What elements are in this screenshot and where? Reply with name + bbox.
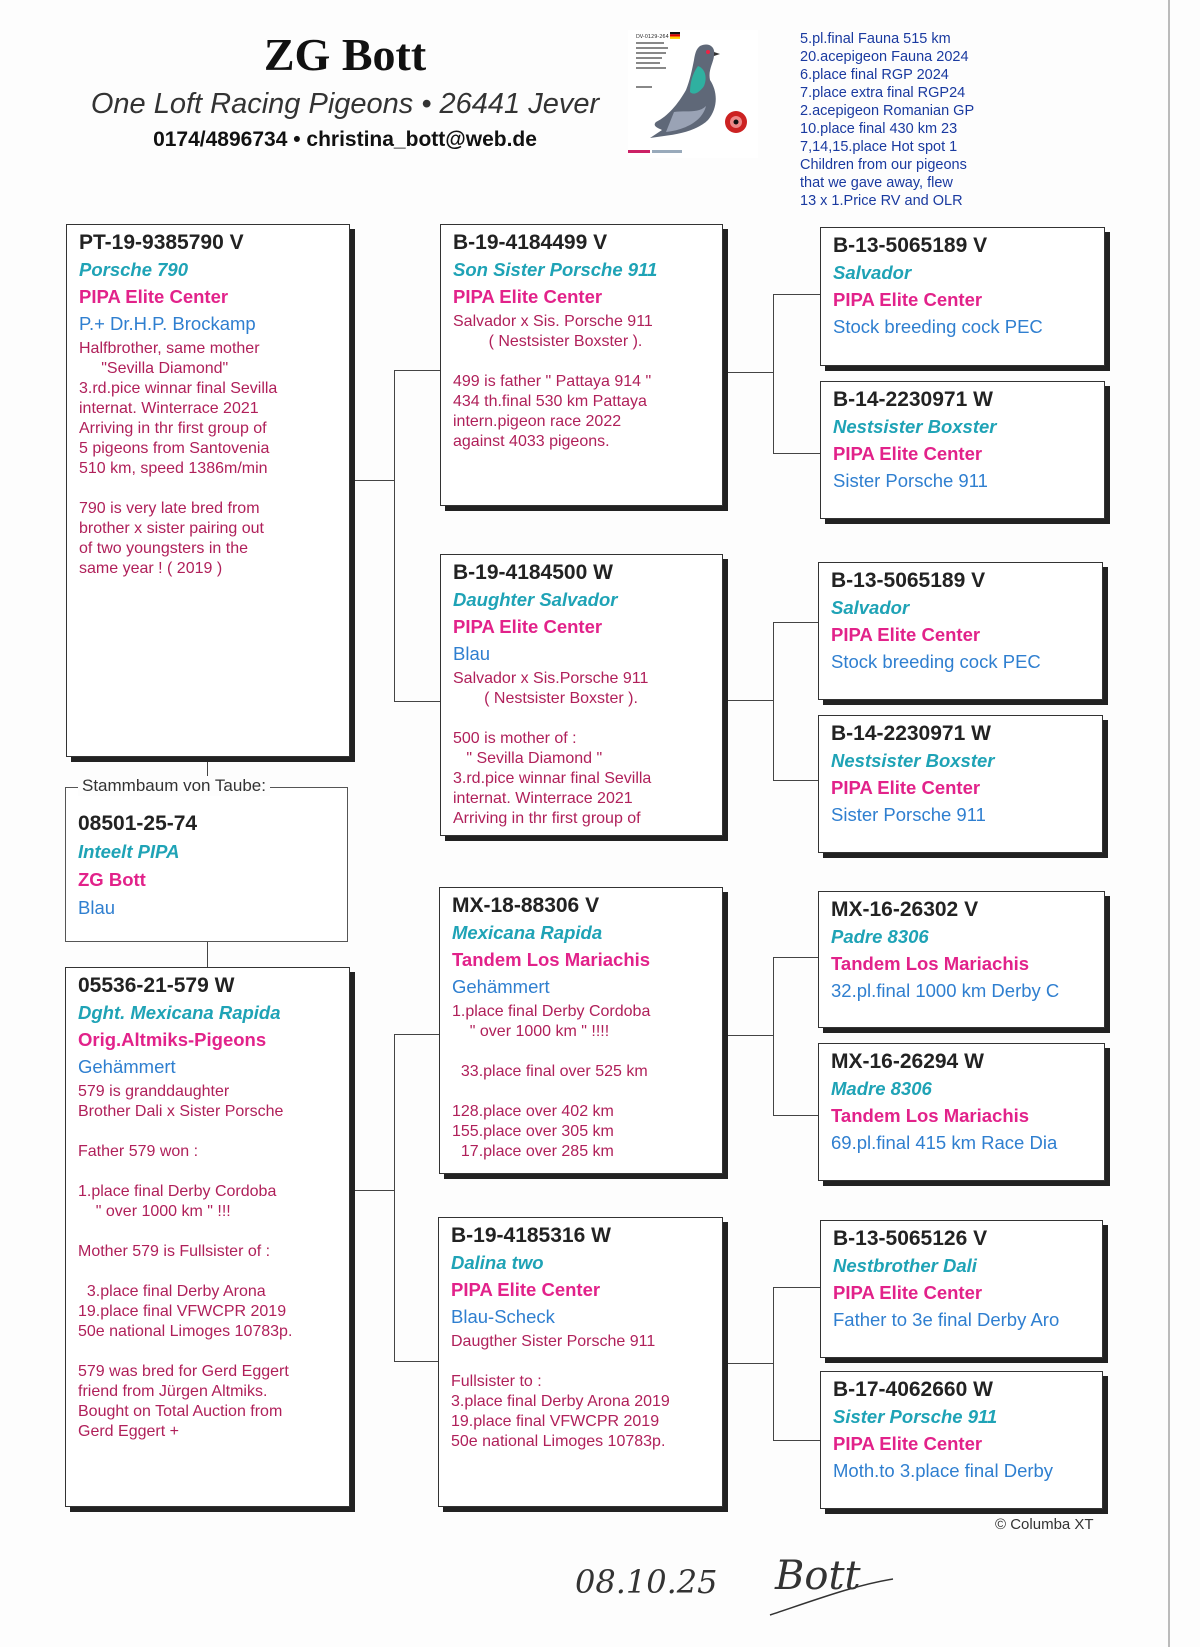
ring-number: MX-16-26294 W xyxy=(831,1050,984,1073)
great-grandparent-card xyxy=(820,1371,1103,1509)
breeder: PIPA Elite Center xyxy=(831,777,981,798)
breeder: Tandem Los Mariachis xyxy=(452,949,651,970)
pigeon-name: Salvador xyxy=(833,262,912,283)
pigeon-note: Stock breeding cock PEC xyxy=(831,651,1041,672)
note-line: 1.place final Derby Cordoba xyxy=(452,1003,651,1020)
achievement-item: 20.acepigeon Fauna 2024 xyxy=(800,49,969,65)
note-line: same year ! ( 2019 ) xyxy=(79,560,223,577)
header-subtitle: One Loft Racing Pigeons • 26441 Jever xyxy=(90,88,600,120)
color-line: P.+ Dr.H.P. Brockamp xyxy=(79,313,256,334)
connector-line xyxy=(773,622,821,781)
note-line: internat. Winterrace 2021 xyxy=(79,400,259,417)
ring-number: B-13-5065189 V xyxy=(831,569,986,592)
note-line: Gerd Eggert + xyxy=(78,1423,179,1440)
color-line: Blau xyxy=(78,897,116,918)
note-line xyxy=(452,1042,710,1062)
note-line: against 4033 pigeons. xyxy=(453,433,610,450)
note-line: 500 is mother of : xyxy=(453,730,577,747)
note-line: ( Nestsister Boxster ). xyxy=(453,690,638,707)
achievement-item: that we gave away, flew xyxy=(800,175,953,191)
note-line: 3.rd.pice winnar final Sevilla xyxy=(453,770,652,787)
note-line xyxy=(453,352,710,372)
note-line: 1.place final Derby Cordoba xyxy=(78,1183,277,1200)
pigeon-notes xyxy=(451,1332,710,1452)
breeder: PIPA Elite Center xyxy=(833,1433,983,1454)
ring-number: B-17-4062660 W xyxy=(833,1378,993,1401)
ring-number: MX-16-26302 V xyxy=(831,898,979,921)
note-line: 33.place final over 525 km xyxy=(452,1063,648,1080)
pigeon-name: Salvador xyxy=(831,597,910,618)
color-line: Blau-Scheck xyxy=(451,1306,555,1327)
pigeon-name: Dalina two xyxy=(451,1252,544,1273)
connector-line xyxy=(773,957,821,1116)
great-grandparent-card xyxy=(818,562,1103,700)
connector-line xyxy=(394,370,441,702)
subject-box xyxy=(65,776,348,942)
pigeon-name: Nestbrother Dali xyxy=(833,1255,977,1276)
note-line: Bought on Total Auction from xyxy=(78,1403,283,1420)
breeder: PIPA Elite Center xyxy=(831,624,981,645)
note-line: 17.place over 285 km xyxy=(452,1143,614,1160)
pigeon-notes xyxy=(453,312,710,452)
note-line: Arriving in thr first group of xyxy=(79,420,267,437)
pigeon-name: Padre 8306 xyxy=(831,926,929,947)
breeder: PIPA Elite Center xyxy=(833,289,983,310)
pigeon-name: Porsche 790 xyxy=(79,259,189,280)
achievement-item: 10.place final 430 km 23 xyxy=(800,121,958,137)
note-line: 499 is father " Pattaya 914 " xyxy=(453,373,652,390)
pigeon-name: Daughter Salvador xyxy=(453,589,618,610)
color-line: Blau xyxy=(453,643,491,664)
note-line: Salvador x Sis.Porsche 911 xyxy=(453,670,649,687)
note-line: Father 579 won : xyxy=(78,1143,199,1160)
breeder: ZG Bott xyxy=(78,869,146,890)
note-line: 579 was bred for Gerd Eggert xyxy=(78,1363,289,1380)
connector-line xyxy=(773,1287,821,1441)
note-line: friend from Jürgen Altmiks. xyxy=(78,1383,268,1400)
pigeon-notes xyxy=(452,1002,710,1162)
pigeon-note: Moth.to 3.place final Derby xyxy=(833,1460,1054,1481)
achievement-item: 2.acepigeon Romanian GP xyxy=(800,103,975,119)
pigeon-notes xyxy=(453,669,710,829)
great-grandparent-card xyxy=(820,227,1105,366)
ring-number: B-13-5065126 V xyxy=(833,1227,988,1250)
connector-line xyxy=(207,941,208,968)
signature-date: 08.10.25 xyxy=(575,1563,718,1601)
note-line: Mother 579 is Fullsister of : xyxy=(78,1243,271,1260)
pigeon-notes xyxy=(79,339,337,579)
note-line: 3.place final Derby Arona xyxy=(78,1283,266,1300)
note-line xyxy=(78,1122,337,1142)
great-grandparent-card xyxy=(818,1043,1105,1181)
breeder: Tandem Los Mariachis xyxy=(831,1105,1030,1126)
ring-number: B-19-4185316 W xyxy=(451,1224,611,1247)
achievements-list xyxy=(800,30,1060,210)
pigeon-name: Nestsister Boxster xyxy=(831,750,995,771)
pigeon-name: Mexicana Rapida xyxy=(452,922,603,943)
note-line: 19.place final VFWCPR 2019 xyxy=(78,1303,287,1320)
breeder: Orig.Altmiks-Pigeons xyxy=(78,1029,267,1050)
pigeon-notes xyxy=(78,1082,337,1442)
note-line xyxy=(453,709,710,729)
note-line: Daugther Sister Porsche 911 xyxy=(451,1333,656,1350)
note-line: of two youngsters in the xyxy=(79,540,248,557)
note-line xyxy=(79,479,337,499)
pigeon-eye-icon xyxy=(725,111,747,133)
pigeon-name: Nestsister Boxster xyxy=(833,416,997,437)
note-line: 19.place final VFWCPR 2019 xyxy=(451,1413,660,1430)
note-line xyxy=(78,1162,337,1182)
breeder: PIPA Elite Center xyxy=(453,616,603,637)
ring-number: 05536-21-579 W xyxy=(78,974,235,997)
page-edge xyxy=(1168,0,1170,1647)
subject-legend: Stammbaum von Taube: xyxy=(78,776,270,796)
copyright: © Columba XT xyxy=(995,1516,1094,1533)
ring-number: B-19-4184499 V xyxy=(453,231,608,254)
pigeon-name: Madre 8306 xyxy=(831,1078,932,1099)
pigeon-name: Son Sister Porsche 911 xyxy=(453,259,658,280)
mother-card xyxy=(65,967,350,1507)
great-grandparent-card xyxy=(818,715,1103,853)
grandparent-card xyxy=(439,887,723,1174)
note-line xyxy=(78,1222,337,1242)
note-line: " over 1000 km " !!! xyxy=(78,1203,231,1220)
achievement-item: Children from our pigeons xyxy=(800,157,967,173)
connector-line xyxy=(723,1363,773,1364)
achievement-item: 7.place extra final RGP24 xyxy=(800,85,966,101)
note-line: 434 th.final 530 km Pattaya xyxy=(453,393,647,410)
note-line xyxy=(451,1352,710,1372)
achievement-item: 6.place final RGP 2024 xyxy=(800,67,949,83)
great-grandparent-card xyxy=(820,381,1105,519)
ring-number: B-19-4184500 W xyxy=(453,561,613,584)
pigeon-note: 32.pl.final 1000 km Derby C xyxy=(831,980,1060,1001)
note-line: Salvador x Sis. Porsche 911 xyxy=(453,313,653,330)
grandparent-card xyxy=(438,1217,723,1507)
ring-number: B-14-2230971 W xyxy=(831,722,991,745)
father-card xyxy=(66,224,350,757)
ring-number: B-13-5065189 V xyxy=(833,234,988,257)
ring-number: B-14-2230971 W xyxy=(833,388,993,411)
pigeon-note: Father to 3e final Derby Aro xyxy=(833,1309,1060,1330)
pigeon-name: Dght. Mexicana Rapida xyxy=(78,1002,281,1023)
pigeon-name: Sister Porsche 911 xyxy=(833,1406,998,1427)
connector-line xyxy=(350,1190,394,1191)
breeder: Tandem Los Mariachis xyxy=(831,953,1030,974)
ring-number: PT-19-9385790 V xyxy=(79,231,244,254)
note-line: Fullsister to : xyxy=(451,1373,542,1390)
connector-line xyxy=(350,480,394,481)
breeder: PIPA Elite Center xyxy=(451,1279,601,1300)
note-line: 50e national Limoges 10783p. xyxy=(78,1323,293,1340)
note-line: 3.rd.pice winnar final Sevilla xyxy=(79,380,278,397)
german-flag-icon xyxy=(670,32,680,39)
note-line: Brother Dali x Sister Porsche xyxy=(78,1103,284,1120)
note-line xyxy=(78,1342,337,1362)
great-grandparent-card xyxy=(818,891,1105,1028)
breeder: PIPA Elite Center xyxy=(833,443,983,464)
connector-line xyxy=(723,700,773,701)
pigeon-note: Stock breeding cock PEC xyxy=(833,316,1043,337)
note-line: 5 pigeons from Santovenia xyxy=(79,440,270,457)
note-line: " Sevilla Diamond " xyxy=(453,750,603,767)
connector-line xyxy=(773,294,821,454)
note-line: brother x sister pairing out xyxy=(79,520,264,537)
note-line: "Sevilla Diamond" xyxy=(79,360,229,377)
note-line xyxy=(452,1082,710,1102)
achievement-item: 13 x 1.Price RV and OLR xyxy=(800,193,963,209)
pigeon-note: Sister Porsche 911 xyxy=(831,804,986,825)
great-grandparent-card xyxy=(820,1220,1103,1358)
note-line: 510 km, speed 1386m/min xyxy=(79,460,268,477)
handwritten-signature xyxy=(575,1545,905,1620)
signature-name: Bott xyxy=(775,1553,861,1599)
note-line: Halfbrother, same mother xyxy=(79,340,260,357)
ring-number: MX-18-88306 V xyxy=(452,894,600,917)
note-line: 50e national Limoges 10783p. xyxy=(451,1433,666,1450)
connector-line xyxy=(394,1034,441,1362)
header-contact: 0174/4896734 • christina_bott@web.de xyxy=(153,128,537,151)
grandparent-card xyxy=(440,224,723,506)
note-line: 579 is granddaughter xyxy=(78,1083,230,1100)
logo-ring-text: DV-0129-264 xyxy=(636,34,669,40)
note-line: 3.place final Derby Arona 2019 xyxy=(451,1393,670,1410)
page-title: ZG Bott xyxy=(263,29,427,80)
breeder: PIPA Elite Center xyxy=(453,286,603,307)
color-line: Gehämmert xyxy=(452,976,550,997)
ring-number: 08501-25-74 xyxy=(78,812,198,835)
pigeon-note: Sister Porsche 911 xyxy=(833,470,988,491)
note-line: Arriving in thr first group of xyxy=(453,810,641,827)
color-line: Gehämmert xyxy=(78,1056,176,1077)
note-line xyxy=(78,1262,337,1282)
breeder: PIPA Elite Center xyxy=(833,1282,983,1303)
connector-line xyxy=(723,372,773,373)
pigeon-name: Inteelt PIPA xyxy=(78,841,180,862)
pigeon-note: 69.pl.final 415 km Race Dia xyxy=(831,1132,1058,1153)
note-line: " over 1000 km " !!!! xyxy=(452,1023,610,1040)
achievement-item: 5.pl.final Fauna 515 km xyxy=(800,31,951,47)
achievement-item: 7,14,15.place Hot spot 1 xyxy=(800,139,958,155)
breeder: PIPA Elite Center xyxy=(79,286,229,307)
pigeon-logo xyxy=(628,30,758,158)
note-line: 155.place over 305 km xyxy=(452,1123,614,1140)
note-line: intern.pigeon race 2022 xyxy=(453,413,622,430)
grandparent-card xyxy=(440,554,723,836)
note-line: internat. Winterrace 2021 xyxy=(453,790,633,807)
note-line: 128.place over 402 km xyxy=(452,1103,614,1120)
note-line: ( Nestsister Boxster ). xyxy=(453,333,643,350)
note-line: 790 is very late bred from xyxy=(79,500,260,517)
connector-line xyxy=(723,1035,773,1036)
